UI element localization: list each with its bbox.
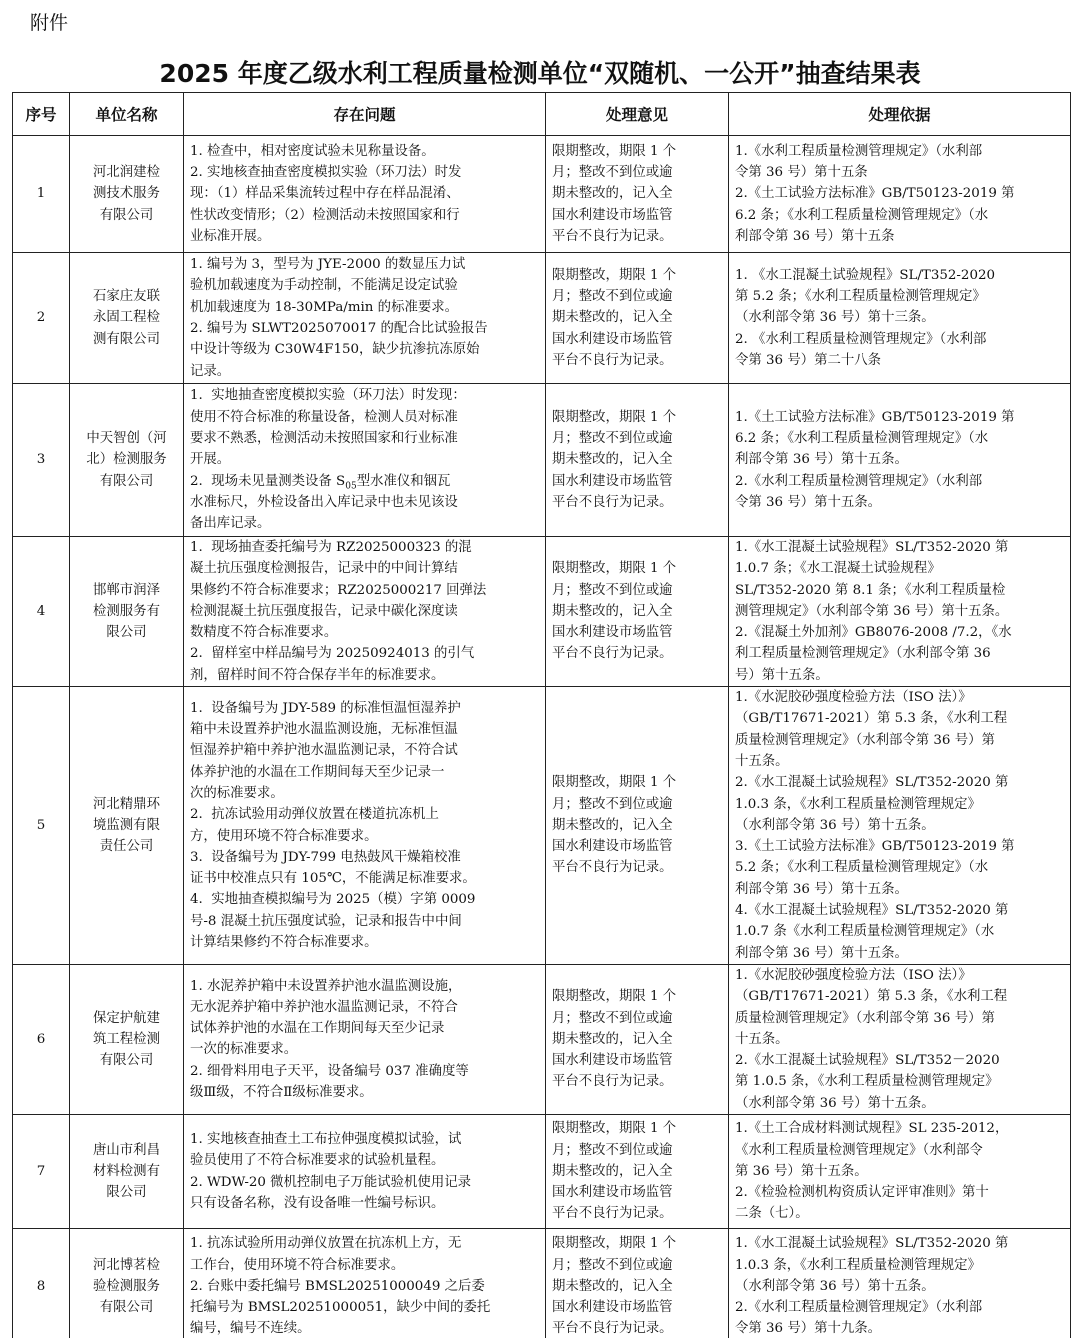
unit-name-line: 有限公司	[99, 1300, 154, 1316]
cell-action	[546, 964, 729, 1114]
action-line: 平台不良行为记录。	[552, 1321, 673, 1337]
cell-index: 3	[13, 384, 70, 537]
cell-index: 6	[13, 964, 70, 1114]
problem-line: 体养护池的水温在工作期间每天至少记录一	[190, 764, 445, 780]
cell-action	[546, 687, 729, 965]
problem-line: 1. 水泥养护箱中未设置养护池水温监测设施，	[190, 978, 462, 994]
problem-line-tail: 型水准仪和铟瓦	[356, 473, 451, 489]
unit-name-line: 限公司	[106, 1185, 147, 1201]
action-line: 期未整改的，记入全	[552, 603, 673, 619]
problem-line: 方，使用环境不符合标准要求。	[190, 828, 378, 844]
action-line: 平台不良行为记录。	[552, 1206, 673, 1222]
problem-line: 开展。	[190, 452, 231, 468]
unit-name-line: 筑工程检测	[93, 1031, 160, 1047]
basis-line: 1.《土工合成材料测试规程》SL 235-2012，	[735, 1121, 1009, 1137]
basis-line: 2.《水工混凝土试验规程》SL/T352-2020 第	[735, 775, 1009, 791]
problem-line: 1. 实地核查抽查土工布拉伸强度模拟试验，试	[190, 1131, 462, 1147]
basis-line: 1. 《水工混凝土试验规程》SL/T352-2020	[735, 267, 995, 283]
action-line: 国水利建设市场监管	[552, 331, 673, 347]
basis-line: 1.《水利工程质量检测管理规定》（水利部	[735, 143, 983, 159]
cell-problems	[184, 964, 546, 1114]
action-line: 月；整改不到位或逾	[552, 1010, 673, 1026]
basis-line: 6.2 条；《水利工程质量检测管理规定》（水	[735, 431, 989, 447]
problem-line: 无水泥养护箱中养护池水温监测记录，不符合	[190, 999, 458, 1015]
unit-name-line: 唐山市利昌	[93, 1142, 160, 1158]
cell-unit-name	[70, 384, 184, 537]
unit-name-line: 检测服务有	[93, 603, 160, 619]
action-line: 月；整改不到位或逾	[552, 165, 673, 181]
cell-basis	[729, 1115, 1071, 1229]
action-line: 限期整改，期限 1 个	[552, 775, 677, 791]
basis-line: 1.0.3 条，《水利工程质量检测管理规定》	[735, 796, 981, 812]
basis-line: 利部令第 36 号）第十五条。	[735, 452, 908, 468]
page-title: 2025 年度乙级水利工程质量检测单位“双随机、一公开”抽查结果表	[159, 59, 921, 88]
basis-line: （水利部令第 36 号）第十五条。	[735, 1278, 935, 1294]
problem-line: 验员使用了不符合标准要求的试验机量程。	[190, 1153, 445, 1169]
action-line: 期未整改的，记入全	[552, 817, 673, 833]
action-line: 期未整改的，记入全	[552, 1278, 673, 1294]
problem-line: 3. 设备编号为 JDY-799 电热鼓风干燥箱校准	[190, 849, 461, 865]
action-line: 限期整改，期限 1 个	[552, 409, 677, 425]
problem-line: 剂，留样时间不符合保存半年的标准要求。	[190, 667, 445, 683]
cell-index: 5	[13, 687, 70, 965]
table-row	[13, 384, 1071, 537]
basis-line: （GB/T17671-2021）第 5.3 条，《水利工程	[735, 711, 1008, 727]
table-header-row	[13, 93, 1071, 136]
problem-line: 一次的标准要求。	[190, 1042, 298, 1058]
header-index: 序号	[13, 93, 70, 136]
unit-name-line: 河北润建检	[93, 165, 160, 181]
cell-action	[546, 1115, 729, 1229]
cell-index: 4	[13, 537, 70, 687]
action-line: 国水利建设市场监管	[552, 1053, 673, 1069]
basis-line: 1.《水工混凝土试验规程》SL/T352-2020 第	[735, 540, 1009, 555]
problem-line: 记录。	[190, 363, 231, 379]
problem-line: 2. 留样室中样品编号为 20250924013 的引气	[190, 646, 475, 662]
action-line: 限期整改，期限 1 个	[552, 989, 677, 1005]
problem-line: 业标准开展。	[190, 228, 271, 244]
basis-line: 1.0.3 条，《水利工程质量检测管理规定》	[735, 1257, 981, 1273]
basis-line: 5.2 条；《水利工程质量检测管理规定》（水	[735, 860, 989, 876]
basis-line: 6.2 条；《水利工程质量检测管理规定》（水	[735, 207, 989, 223]
unit-name-line: 邯郸市润泽	[93, 582, 160, 598]
problem-line: 次的标准要求。	[190, 785, 284, 801]
basis-line: 十五条。	[735, 753, 789, 769]
table-row	[13, 1229, 1071, 1338]
problem-line: 级Ⅲ级，不符合Ⅱ级标准要求。	[190, 1085, 373, 1101]
unit-name-line: 限公司	[106, 625, 147, 641]
cell-basis	[729, 964, 1071, 1114]
cell-unit-name	[70, 136, 184, 253]
problem-line: 计算结果修约不符合标准要求。	[190, 934, 378, 950]
basis-line: 第 36 号）第十五条。	[735, 1163, 868, 1179]
problem-line: 备出库记录。	[190, 516, 271, 532]
unit-name-line: 验检测服务	[93, 1278, 160, 1294]
basis-line: 令第 36 号）第二十八条	[735, 352, 882, 368]
problem-line: 号-8 混凝土抗压强度试验，记录和报告中中间	[190, 913, 462, 929]
problem-line: 1. 现场抽查委托编号为 RZ2025000323 的混	[190, 540, 472, 555]
action-line: 月；整改不到位或逾	[552, 289, 673, 305]
action-line: 国水利建设市场监管	[552, 1300, 673, 1316]
header-problems: 存在问题	[184, 93, 546, 136]
basis-line: 令第 36 号）第十五条。	[735, 494, 882, 510]
basis-line: 2. 《水利工程质量检测管理规定》（水利部	[735, 331, 987, 347]
problem-line: 证书中校准点只有 105℃，不能满足标准要求。	[190, 871, 476, 887]
cell-unit-name	[70, 687, 184, 965]
basis-line: 2.《土工试验方法标准》GB/T50123-2019 第	[735, 186, 1015, 202]
cell-action	[546, 537, 729, 687]
problem-line: 2. 编号为 SLWT2025070017 的配合比试验报告	[190, 321, 488, 336]
table-row	[13, 964, 1071, 1114]
problem-line: 验机加载速度为手动控制，不能满足设定试验	[190, 278, 458, 294]
inspection-results-table	[12, 92, 1071, 1338]
unit-name-line: 测技术服务	[93, 186, 160, 202]
cell-unit-name	[70, 964, 184, 1114]
problem-line: 中设计等级为 C30W4F150，缺少抗渗抗冻原始	[190, 342, 480, 358]
problem-line: 凝土抗压强度检测报告，记录中的中间计算结	[190, 561, 458, 577]
unit-name-line: 责任公司	[99, 839, 154, 855]
basis-line: 1.0.7 条；《水工混凝土试验规程》	[735, 561, 941, 577]
header-basis: 处理依据	[729, 93, 1071, 136]
problem-line: 2. WDW-20 微机控制电子万能试验机使用记录	[190, 1174, 471, 1190]
unit-name-line: 河北博茗检	[93, 1257, 160, 1273]
basis-line: 2.《水工混凝土试验规程》SL/T352－2020	[735, 1053, 1000, 1069]
unit-name-line: 石家庄友联	[93, 289, 160, 305]
action-line: 期未整改的，记入全	[552, 186, 673, 202]
cell-basis	[729, 1229, 1071, 1338]
table-row	[13, 1115, 1071, 1229]
basis-line: （GB/T17671-2021）第 5.3 条，《水利工程	[735, 989, 1008, 1005]
cell-problems	[184, 687, 546, 965]
unit-name-line: 永固工程检	[93, 310, 160, 326]
problem-line: 要求不熟悉，检测活动未按照国家和行业标准	[190, 431, 458, 447]
table-row	[13, 136, 1071, 253]
action-line: 国水利建设市场监管	[552, 625, 673, 641]
basis-line: 3.《土工试验方法标准》GB/T50123-2019 第	[735, 839, 1015, 855]
basis-line: 1.《水泥胶砂强度检验方法（ISO 法）》	[735, 967, 972, 983]
header-unit-name: 单位名称	[70, 93, 184, 136]
basis-line: 二条（七）。	[735, 1206, 809, 1222]
table-row	[13, 537, 1071, 687]
unit-name-line: 河北精鼎环	[93, 796, 160, 812]
problem-line: 检测混凝土抗压强度报告，记录中碳化深度读	[190, 603, 458, 619]
cell-unit-name	[70, 537, 184, 687]
action-line: 期未整改的，记入全	[552, 1031, 673, 1047]
problem-line: 2. 细骨料用电子天平，设备编号 037 准确度等	[190, 1063, 469, 1079]
unit-name-line: 材料检测有	[93, 1163, 160, 1179]
problem-line: 箱中未设置养护池水温监测设施，无标准恒温	[190, 722, 458, 738]
unit-name-line: 北）检测服务	[86, 452, 167, 468]
basis-line: 测管理规定》（水利部令第 36 号）第十五条。	[735, 603, 1009, 619]
problem-line: 工作台，使用环境不符合标准要求。	[190, 1257, 405, 1273]
action-line: 平台不良行为记录。	[552, 860, 673, 876]
cell-index: 2	[13, 253, 70, 384]
problem-line: 恒湿养护箱中养护池水温监测记录，不符合试	[190, 743, 458, 759]
action-line: 平台不良行为记录。	[552, 228, 673, 244]
unit-name-line: 中天智创（河	[86, 431, 167, 447]
action-line: 月；整改不到位或逾	[552, 582, 673, 598]
basis-line: 1.《土工试验方法标准》GB/T50123-2019 第	[735, 409, 1015, 425]
table-row	[13, 687, 1071, 965]
cell-action	[546, 136, 729, 253]
cell-unit-name	[70, 253, 184, 384]
basis-line: 第 1.0.5 条，《水利工程质量检测管理规定》	[735, 1074, 999, 1090]
basis-line: （水利部令第 36 号）第十五条。	[735, 1095, 935, 1111]
subscript-text: 05	[345, 481, 357, 492]
unit-name-line: 有限公司	[99, 207, 154, 223]
cell-basis	[729, 687, 1071, 965]
problem-line: 1. 抗冻试验所用动弹仪放置在抗冻机上方，无	[190, 1236, 462, 1252]
action-line: 期未整改的，记入全	[552, 1163, 673, 1179]
basis-line: 1.0.7 条《水利工程质量检测管理规定》（水	[735, 924, 995, 940]
cell-action	[546, 1229, 729, 1338]
action-line: 国水利建设市场监管	[552, 839, 673, 855]
unit-name-line: 有限公司	[99, 473, 154, 489]
cell-index: 7	[13, 1115, 70, 1229]
cell-problems	[184, 136, 546, 253]
basis-line: 4.《水工混凝土试验规程》SL/T352-2020 第	[735, 903, 1009, 919]
attachment-label: 附件	[30, 12, 69, 34]
cell-unit-name	[70, 1229, 184, 1338]
problem-line: 托编号为 BMSL20251000051，缺少中间的委托	[190, 1300, 491, 1316]
action-line: 月；整改不到位或逾	[552, 431, 673, 447]
cell-problems	[184, 253, 546, 384]
basis-line: 号）第十五条。	[735, 667, 829, 683]
action-line: 限期整改，期限 1 个	[552, 267, 677, 283]
action-line: 国水利建设市场监管	[552, 1185, 673, 1201]
action-line: 平台不良行为记录。	[552, 1074, 673, 1090]
basis-line: 2.《水利工程质量检测管理规定》（水利部	[735, 1300, 983, 1316]
action-line: 平台不良行为记录。	[552, 352, 673, 368]
unit-name-line: 保定护航建	[93, 1010, 160, 1026]
action-line: 限期整改，期限 1 个	[552, 1121, 677, 1137]
cell-unit-name	[70, 1115, 184, 1229]
basis-line: 质量检测管理规定》（水利部令第 36 号）第	[735, 1010, 995, 1026]
problem-line: 试体养护池的水温在工作期间每天至少记录	[190, 1021, 445, 1037]
problem-line: 数精度不符合标准要求。	[190, 625, 338, 641]
problem-line: 1. 设备编号为 JDY-589 的标准恒温恒湿养护	[190, 700, 461, 716]
basis-line: 1.《水工混凝土试验规程》SL/T352-2020 第	[735, 1236, 1009, 1252]
problem-line: 现：（1）样品采集流转过程中存在样品混淆、	[190, 186, 460, 202]
problem-line: 1. 编号为 3，型号为 JYE-2000 的数显压力试	[190, 257, 466, 273]
unit-name-line: 境监测有限	[93, 817, 160, 833]
cell-basis	[729, 136, 1071, 253]
problem-line: 2. 台账中委托编号 BMSL20251000049 之后委	[190, 1278, 485, 1294]
cell-basis	[729, 384, 1071, 537]
problem-line: 1. 检查中，相对密度试验未见称量设备。	[190, 143, 435, 159]
basis-line: 2.《混凝土外加剂》GB8076-2008 /7.2，《水	[735, 625, 1012, 641]
header-action: 处理意见	[546, 93, 729, 136]
basis-line: 利部令第 36 号）第十五条。	[735, 945, 908, 961]
problem-line: 1. 实地抽查密度模拟实验（环刀法）时发现：	[190, 388, 466, 404]
cell-problems	[184, 537, 546, 687]
cell-basis	[729, 253, 1071, 384]
problem-line: 2. 实地核查抽查密度模拟实验（环刀法）时发	[190, 165, 462, 181]
cell-problems	[184, 1229, 546, 1338]
basis-line: 2.《水利工程质量检测管理规定》（水利部	[735, 473, 983, 489]
problem-line: 编号，编号不连续。	[190, 1321, 311, 1337]
problem-line: 性状改变情形；（2）检测活动未按照国家和行	[190, 207, 460, 223]
basis-line: 利部令第 36 号）第十五条。	[735, 881, 908, 897]
problem-line: 只有设备名称，没有设备唯一性编号标识。	[190, 1195, 445, 1211]
action-line: 国水利建设市场监管	[552, 473, 673, 489]
problem-line: 使用不符合标准的称量设备，检测人员对标准	[190, 409, 458, 425]
cell-problems	[184, 384, 546, 537]
cell-index: 8	[13, 1229, 70, 1338]
basis-line: 令第 36 号）第十五条	[735, 165, 868, 181]
basis-line: （水利部令第 36 号）第十三条。	[735, 310, 935, 326]
action-line: 月；整改不到位或逾	[552, 1142, 673, 1158]
problem-line: 果修约不符合标准要求；RZ2025000217 回弹法	[190, 582, 487, 598]
action-line: 月；整改不到位或逾	[552, 796, 673, 812]
basis-line: 1.《水泥胶砂强度检验方法（ISO 法）》	[735, 690, 972, 706]
action-line: 期未整改的，记入全	[552, 310, 673, 326]
basis-line: 《水利工程质量检测管理规定》（水利部令	[735, 1142, 983, 1158]
action-line: 限期整改，期限 1 个	[552, 561, 677, 577]
action-line: 限期整改，期限 1 个	[552, 143, 677, 159]
basis-line: 2.《检验检测机构资质认定评审准则》第十	[735, 1185, 989, 1201]
basis-line: 十五条。	[735, 1031, 789, 1047]
cell-problems	[184, 1115, 546, 1229]
action-line: 月；整改不到位或逾	[552, 1257, 673, 1273]
cell-action	[546, 384, 729, 537]
cell-action	[546, 253, 729, 384]
cell-index: 1	[13, 136, 70, 253]
problem-line: 4. 实地抽查模拟编号为 2025（模）字第 0009	[190, 892, 476, 908]
basis-line: 令第 36 号）第十九条。	[735, 1321, 882, 1337]
action-line: 国水利建设市场监管	[552, 207, 673, 223]
basis-line: 质量检测管理规定》（水利部令第 36 号）第	[735, 732, 995, 748]
basis-line: （水利部令第 36 号）第十五条。	[735, 817, 935, 833]
problem-line: 机加载速度为 18-30MPa/min 的标准要求。	[190, 299, 459, 315]
basis-line: 利部令第 36 号）第十五条	[735, 228, 895, 244]
action-line: 平台不良行为记录。	[552, 646, 673, 662]
problem-line: 水准标尺，外检设备出入库记录中也未见该设	[190, 494, 458, 510]
unit-name-line: 有限公司	[99, 1053, 154, 1069]
action-line: 平台不良行为记录。	[552, 494, 673, 510]
basis-line: 利工程质量检测管理规定》（水利部令第 36	[735, 646, 991, 662]
problem-line: 2. 抗冻试验用动弹仪放置在楼道抗冻机上	[190, 807, 439, 823]
unit-name-line: 测有限公司	[93, 331, 160, 347]
cell-basis	[729, 537, 1071, 687]
table-body	[13, 136, 1071, 1338]
basis-line: 第 5.2 条；《水利工程质量检测管理规定》	[735, 289, 986, 305]
table-row	[13, 253, 1071, 384]
action-line: 限期整改，期限 1 个	[552, 1236, 677, 1252]
action-line: 期未整改的，记入全	[552, 452, 673, 468]
problem-line: 2. 现场未见量测类设备 $S_{05}$型水准仪和铟瓦	[190, 473, 451, 492]
basis-line: SL/T352-2020 第 8.1 条；《水利工程质量检	[735, 582, 1006, 598]
